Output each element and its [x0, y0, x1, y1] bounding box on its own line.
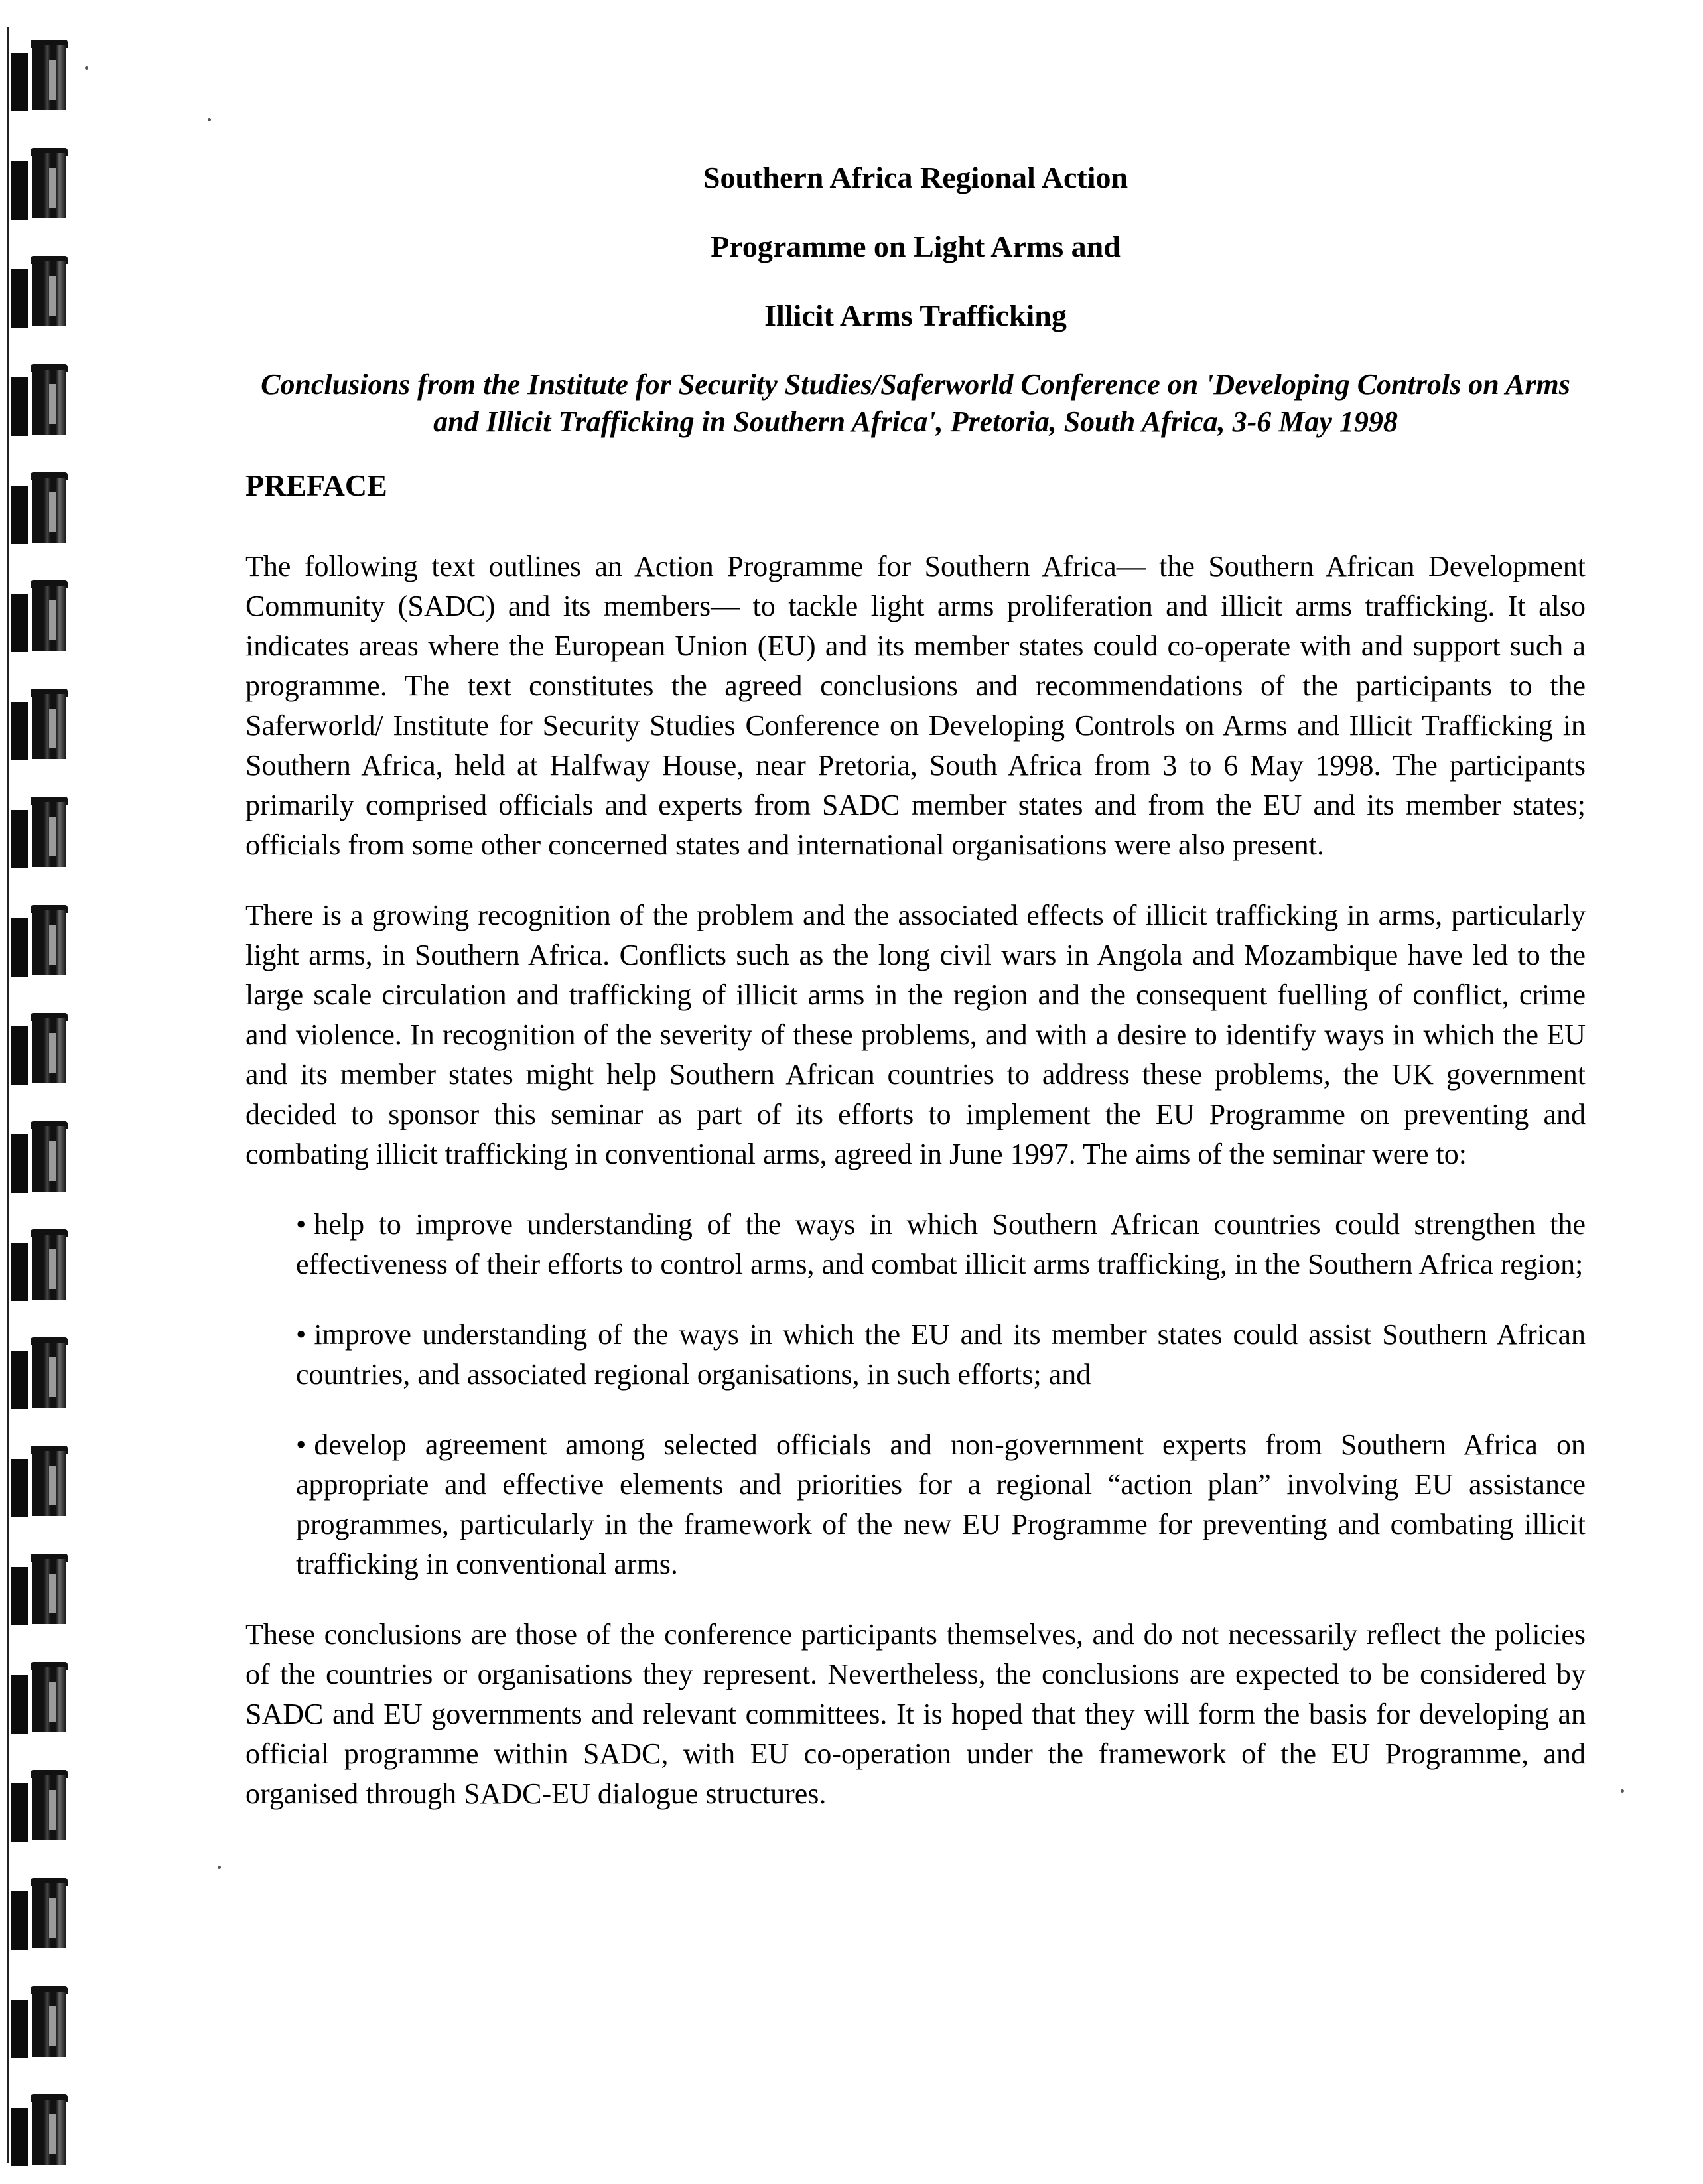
scan-speck [1621, 1789, 1624, 1793]
binding-ring [4, 1878, 70, 1951]
scan-speck [208, 118, 211, 121]
binding-ring [4, 1337, 70, 1410]
binding-ring [4, 797, 70, 870]
bullet-marker: • [296, 1428, 307, 1461]
ring-coil [11, 1783, 28, 1842]
binding-ring [4, 1229, 70, 1302]
bullet-marker: • [296, 1318, 307, 1351]
ring-coil [11, 53, 28, 111]
title-line-2: Programme on Light Arms and [711, 230, 1121, 263]
ring-highlight [49, 1249, 56, 1289]
ring-highlight [49, 168, 56, 208]
ring-coil [11, 1891, 28, 1950]
ring-highlight [49, 60, 56, 100]
bullet-text: improve understanding of the ways in which the EU and its member states could assist Southern African countries, and associated regional organisations, in such efforts; and [296, 1318, 1586, 1391]
ring-coil [11, 486, 28, 544]
binding-ring [4, 1770, 70, 1843]
ring-coil [11, 918, 28, 977]
ring-coil [11, 161, 28, 220]
ring-coil [11, 702, 28, 760]
scan-speck [218, 1866, 221, 1869]
spiral-binding [0, 27, 86, 2169]
closing-paragraph: These conclusions are those of the conference participants themselves, and do not necessarily reflect the policies of the countries or organisations they represent. Nevertheless, the conclusions are expected to be considered by SADC and EU governments and relevant committees. It is hoped that they will form the basis for developing an official programme within SADC, with EU co-operation under the framework of the EU Programme, and organised through SADC-EU dialogue structures. [245, 1618, 1586, 1810]
binding-ring [4, 1986, 70, 2059]
ring-highlight [49, 925, 56, 965]
ring-coil [11, 377, 28, 436]
paragraph-2: There is a growing recognition of the problem and the associated effects of illicit trafficking in arms, particularly light arms, in Southern Africa. Conflicts such as the long civil wars in Angola and Mozambique have led to the large scale circulation and trafficking of illicit arms in the region and the consequent fuelling of conflict, crime and violence. In recognition of the severity of these problems, and with a desire to identify ways in which the EU and its member states might help Southern African countries to address these problems, the UK government decided to sponsor this seminar as part of its efforts to implement the EU Programme on preventing and combating illicit trafficking in conventional arms, agreed in June 1997. The aims of the seminar were to: [245, 899, 1586, 1170]
binding-ring [4, 40, 70, 113]
section-heading-preface: PREFACE [245, 468, 387, 502]
ring-coil [11, 594, 28, 652]
bullet-item-2 [296, 1315, 1586, 1395]
ring-highlight [49, 492, 56, 532]
binding-ring [4, 1662, 70, 1735]
ring-highlight [49, 1466, 56, 1505]
binding-ring [4, 1554, 70, 1627]
ring-highlight [49, 1141, 56, 1181]
ring-coil [11, 1351, 28, 1409]
binding-ring [4, 905, 70, 978]
ring-highlight [49, 1790, 56, 1830]
ring-highlight [49, 817, 56, 856]
ring-highlight [49, 2114, 56, 2154]
scan-speck [85, 66, 88, 70]
bullet-marker: • [296, 1208, 307, 1241]
ring-highlight [49, 1682, 56, 1722]
ring-coil [11, 2108, 28, 2166]
ring-highlight [49, 600, 56, 640]
document-content [245, 159, 1586, 1844]
bullet-text: develop agreement among selected officials and non-government experts from Southern Africa on appropriate and effective elements and priorities for a regional “action plan” involving EU assistance programmes, particularly in the framework of the new EU Programme for preventing and combating illicit trafficking in conventional arms. [296, 1428, 1586, 1580]
ring-coil [11, 1567, 28, 1625]
binding-ring [4, 1121, 70, 1194]
ring-coil [11, 2000, 28, 2058]
ring-highlight [49, 1033, 56, 1073]
ring-highlight [49, 276, 56, 316]
binding-ring [4, 364, 70, 437]
binding-ring [4, 1013, 70, 1086]
ring-coil [11, 1459, 28, 1517]
title-line-3: Illicit Arms Trafficking [764, 299, 1067, 332]
binding-ring [4, 580, 70, 653]
bullet-item-3 [296, 1425, 1586, 1584]
binding-ring [4, 2094, 70, 2167]
ring-coil [11, 1026, 28, 1085]
ring-highlight [49, 1357, 56, 1397]
binding-ring [4, 256, 70, 329]
ring-highlight [49, 1898, 56, 1938]
binding-ring [4, 472, 70, 545]
ring-coil [11, 1243, 28, 1301]
paragraph-1: The following text outlines an Action Programme for Southern Africa— the Southern African Development Community (SADC) and its members— to tackle light arms proliferation and illicit arms trafficking. It also indicates areas where the European Union (EU) and its member states could co-operate with and support such a programme. The text constitutes the agreed conclusions and recommendations of the participants to the Saferworld/ Institute for Security Studies Conference on Developing Controls on Arms and Illicit Trafficking in Southern Africa, held at Halfway House, near Pretoria, South Africa from 3 to 6 May 1998. The participants primarily comprised officials and experts from SADC member states and from the EU and its member states; officials from some other concerned states and international organisations were also present. [245, 550, 1586, 861]
ring-coil [11, 1675, 28, 1734]
ring-highlight [49, 2006, 56, 2046]
ring-coil [11, 810, 28, 868]
ring-highlight [49, 1574, 56, 1613]
ring-highlight [49, 384, 56, 424]
bullet-item-1 [296, 1205, 1586, 1284]
ring-coil [11, 269, 28, 328]
binding-ring [4, 689, 70, 762]
ring-coil [11, 1134, 28, 1193]
binding-ring [4, 1446, 70, 1519]
binding-ring [4, 148, 70, 221]
title-line-1: Southern Africa Regional Action [703, 161, 1128, 194]
ring-highlight [49, 709, 56, 748]
document-subtitle: Conclusions from the Institute for Security Studies/Saferworld Conference on 'Developing Controls on Arms and Illicit Trafficking in Southern Africa', Pretoria, South Africa, 3-6 May 1998 [261, 368, 1570, 438]
bullet-text: help to improve understanding of the ways in which Southern African countries could strengthen the effectiveness of their efforts to control arms, and combat illicit arms trafficking, in the Southern Africa region; [296, 1208, 1586, 1280]
